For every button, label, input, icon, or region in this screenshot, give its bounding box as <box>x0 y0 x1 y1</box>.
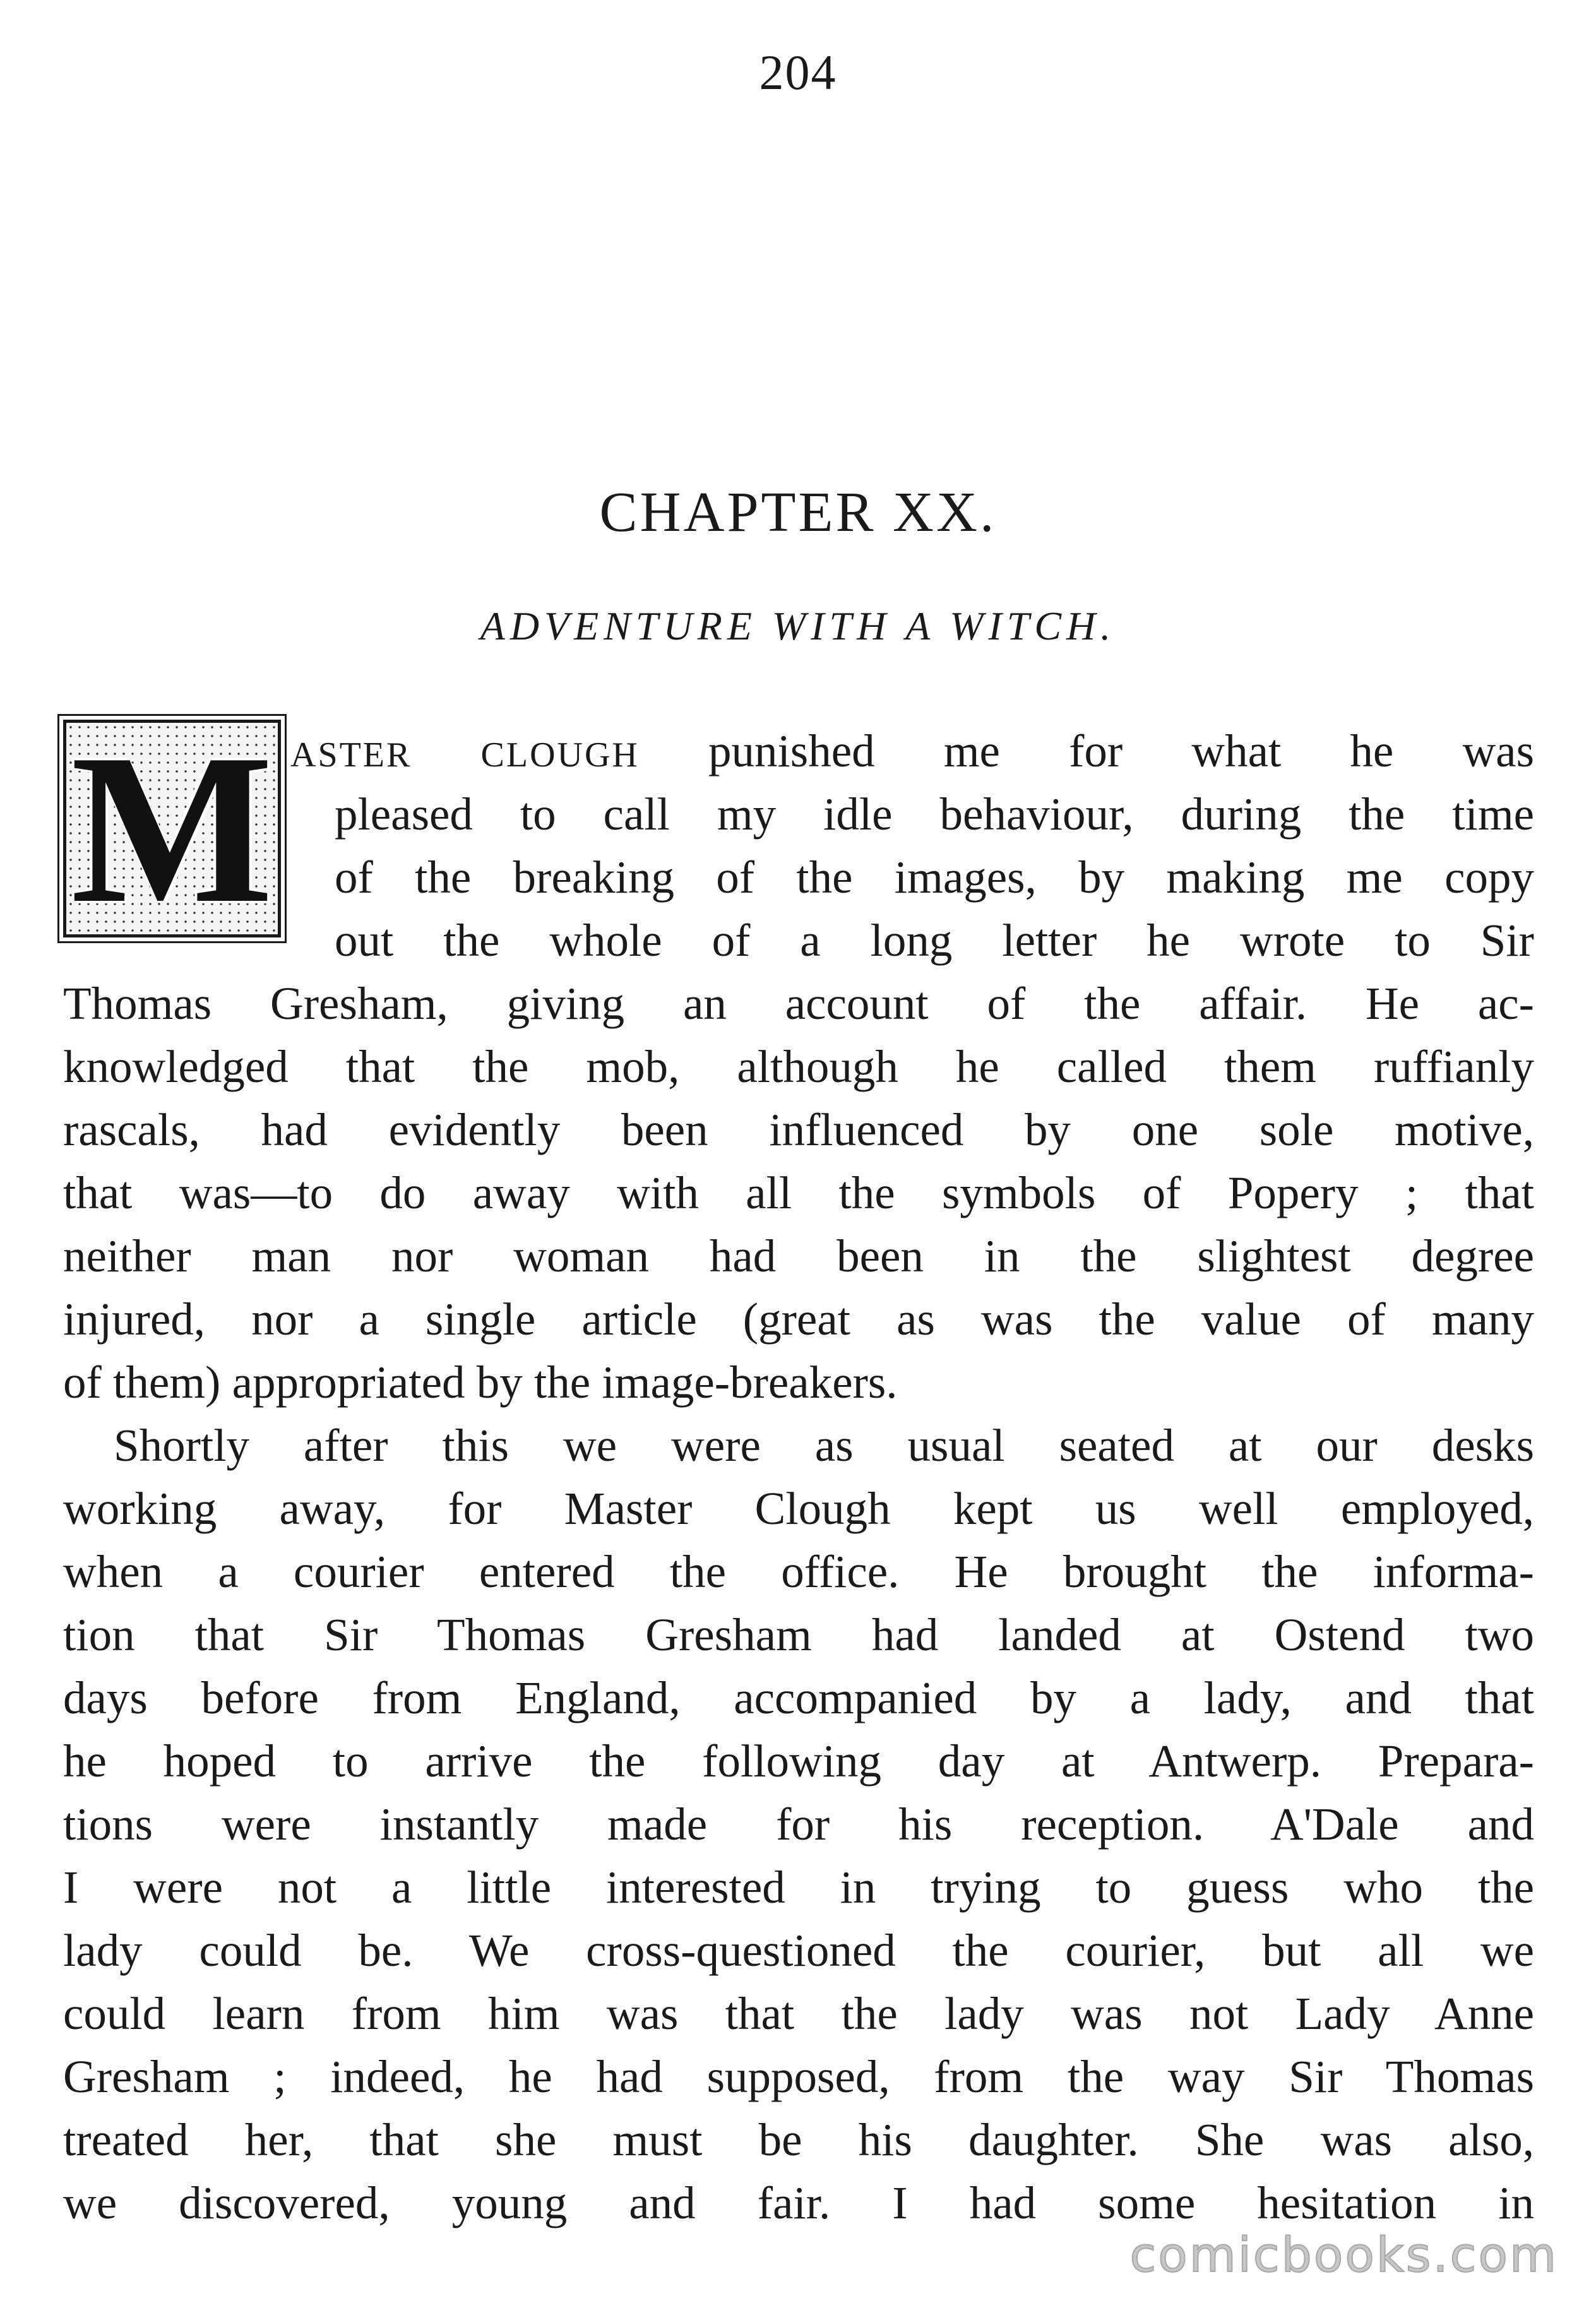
chapter-title: CHAPTER XX. <box>599 481 997 544</box>
text-line: of the breaking of the images, by making me copy <box>335 852 1534 903</box>
first-name: CLOUGH <box>480 735 640 775</box>
text-line: Gresham ; indeed, he had supposed, from the way Sir Thomas <box>63 2051 1534 2102</box>
text-line: we discovered, young and fair. I had some hesitation in <box>63 2177 1534 2228</box>
text-line: that was—to do away with all the symbols of Popery ; that <box>63 1167 1534 1218</box>
text-line: out the whole of a long letter he wrote to Sir <box>335 915 1534 966</box>
text-line: neither man nor woman had been in the slightest degree <box>63 1230 1534 1282</box>
drop-cap-letter: M <box>71 709 273 948</box>
watermark: comicbooks.com <box>1129 2227 1558 2283</box>
text-line: tions were instantly made for his reception. A'Dale and <box>63 1799 1534 1850</box>
chapter-subtitle: ADVENTURE WITH A WITCH. <box>480 604 1116 648</box>
text-line: Shortly after this we were as usual seated at our desks <box>114 1420 1534 1471</box>
first-word-rest: ASTER <box>290 735 412 775</box>
text-line: injured, nor a single article (great as was the value of many <box>63 1294 1534 1345</box>
text-line: could learn from him was that the lady was not Lady Anne <box>63 1988 1534 2039</box>
text-line: of them) appropriated by the image-breakers. <box>63 1357 898 1408</box>
text-line: tion that Sir Thomas Gresham had landed at Ostend two <box>63 1609 1534 1660</box>
first-line <box>290 720 1534 783</box>
drop-cap-ornament <box>63 709 281 948</box>
text-line: he hoped to arrive the following day at Antwerp. Prepara- <box>63 1735 1534 1787</box>
text-line: days before from England, accompanied by a lady, and that <box>63 1672 1534 1723</box>
text-line: rascals, had evidently been influenced by one sole motive, <box>63 1104 1534 1155</box>
text-line: working away, for Master Clough kept us well employed, <box>63 1483 1534 1534</box>
first-line-rest: punished me for what he was <box>708 725 1534 776</box>
text-line: when a courier entered the office. He brought the informa- <box>63 1546 1534 1597</box>
text-line: I were not a little interested in trying to guess who the <box>63 1862 1534 1913</box>
text-line: treated her, that she must be his daughter. She was also, <box>63 2114 1534 2165</box>
text-line: pleased to call my idle behaviour, during the time <box>335 788 1534 840</box>
text-line: knowledged that the mob, although he called them ruffianly <box>63 1041 1534 1092</box>
text-line: lady could be. We cross-questioned the courier, but all we <box>63 1925 1534 1976</box>
page-number: 204 <box>759 45 837 100</box>
text-line: Thomas Gresham, giving an account of the affair. He ac- <box>63 978 1534 1029</box>
